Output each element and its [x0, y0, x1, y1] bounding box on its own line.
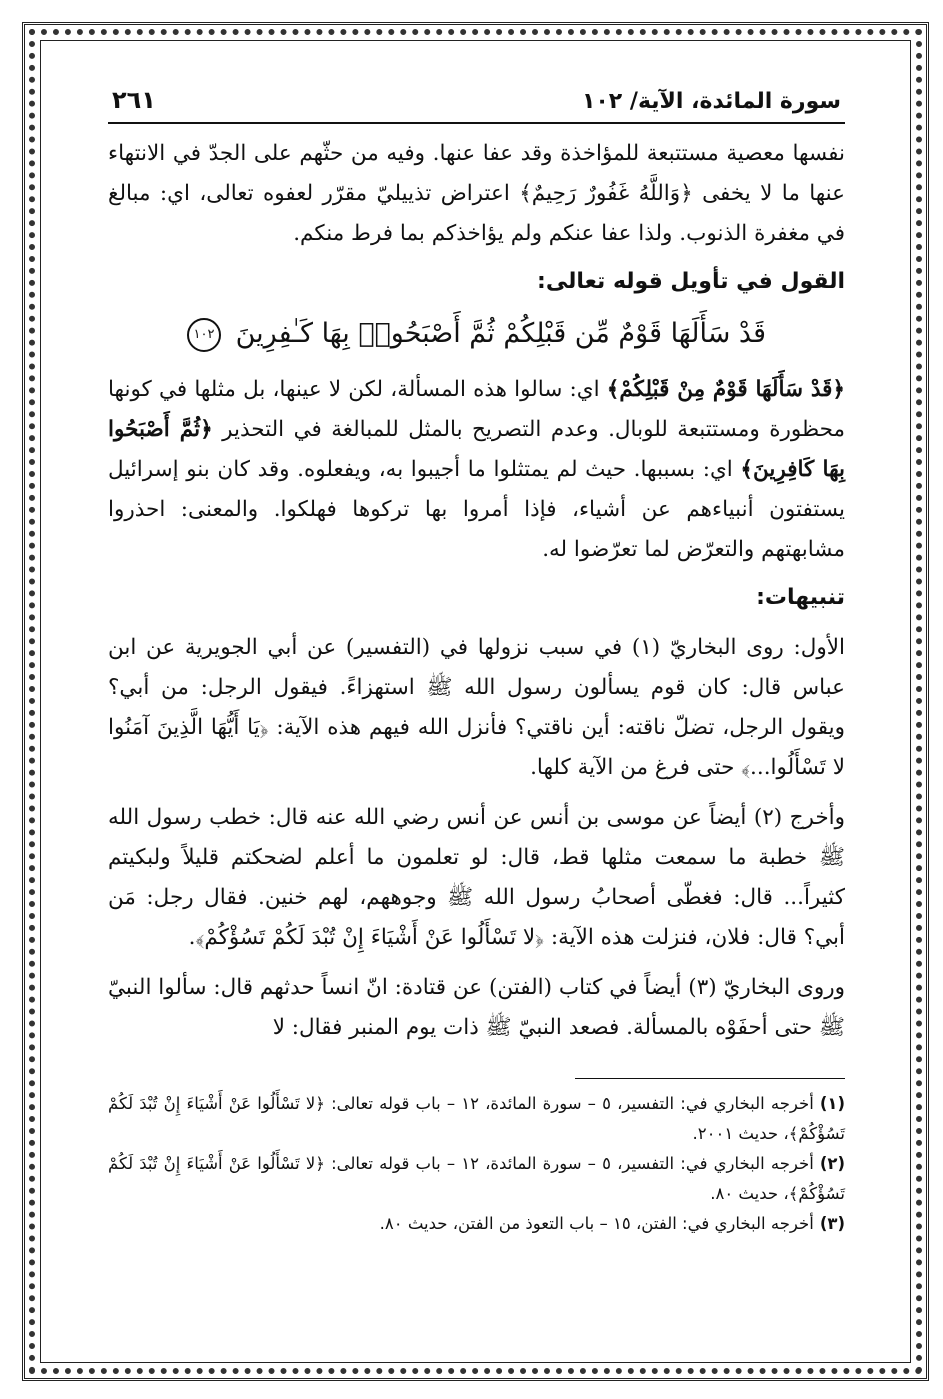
footnote-number: (١) [819, 1094, 845, 1113]
page-content [108, 86, 845, 1239]
footnote [108, 1089, 845, 1149]
quoted-phrase: ﴿قَدْ سَأَلَهَا قَوْمٌ مِنْ قَبْلِكُمْ﴾ [606, 377, 845, 402]
quran-verse [108, 306, 845, 362]
opening-paragraph: نفسها معصية مستتبعة للمؤاخذة وقد عفا عنها. وفيه من حثّهم على الجدّ في الانتهاء عنها ما لا يخفى ﴿وَاللَّهُ غَفُورٌ رَحِيمٌ﴾ اعتراض تذييليّ مقرّر لعفوه تعالى، اي: مبالغ في مغفرة الذنوب. ولذا عفا عنكم ولم يؤاخذكم بما فرط منكم. [108, 141, 845, 246]
footnote-text: أخرجه البخاري في: التفسير، ٥ – سورة المائدة، ١٢ – باب قوله تعالى: ﴿لا تَسْأَلُوا عَنْ أَشْيَاءَ إِنْ تُبْدَ لَكُمْ تَسُؤْكُمْ﴾، حديث ٨٠. [108, 1154, 845, 1203]
verse-text: قَدْ سَأَلَهَا قَوْمٌ مِّن قَبْلِكُمْ ثُمَّ أَصْبَحُوا۟ بِهَا كَـٰفِرِينَ [235, 318, 766, 349]
footnote-number: (٣) [819, 1214, 845, 1233]
tafsir-text: اي: بسببها. حيث لم يمتثلوا ما أجيبوا به، ويفعلوه. وقد كان بنو إسرائيل يستفتون أنبياءهم عن أشياء، فإذا أمروا بها تركوها فهلكوا. والمعنى: احذروا مشابهتهم والتعرّض لما تعرّضوا له. [108, 457, 845, 562]
section-heading: القول في تأويل قوله تعالى: [537, 269, 845, 294]
note-paragraph: وأخرج (٢) أيضاً عن موسى بن أنس عن أنس رضي الله عنه قال: خطب رسول الله ﷺ خطبة ما سمعت مثلها قط، قال: لو تعلمون ما أعلم لضحكتم قليلاً ولبكيتم كثيراً... قال: فغطّى أصحابُ رسول الله ﷺ وجوههم، لهم خنين. فقال رجل: مَن أبي؟ قال: فلان، فنزلت هذه الآية: ﴿لا تَسْأَلُوا عَنْ أَشْيَاءَ إِنْ تُبْدَ لَكُمْ تَسُؤْكُمْ﴾. [108, 805, 845, 950]
footnote-text: أخرجه البخاري في: الفتن، ١٥ – باب التعوذ من الفتن، حديث ٨٠. [379, 1214, 814, 1233]
footnote-text: أخرجه البخاري في: التفسير، ٥ – سورة المائدة، ١٢ – باب قوله تعالى: ﴿لا تَسْأَلُوا عَنْ أَشْيَاءَ إِنْ تُبْدَ لَكُمْ تَسُؤْكُمْ﴾، حديث ٢٠٠١. [108, 1094, 845, 1143]
ayah-number-marker: ١٠٢ [187, 318, 221, 352]
tafsir-text: اي: سالوا هذه المسألة، لكن لا عينها، بل مثلها في كونها محظورة ومستتبعة للوبال. وعدم التصريح بالمثل للمبالغة في التحذير [108, 377, 845, 442]
footnote-number: (٢) [819, 1154, 845, 1173]
footnote [108, 1149, 845, 1209]
footnote-separator [575, 1078, 845, 1079]
page-number: ٢٦١ [112, 86, 156, 114]
footnote [108, 1209, 845, 1239]
quoted-phrase: ﴿ثُمَّ أَصْبَحُوا بِهَا كَافِرِينَ﴾ [108, 417, 845, 482]
header-title: سورة المائدة، الآية/ ١٠٢ [581, 89, 841, 114]
note-paragraph: وروى البخاريّ (٣) أيضاً في كتاب (الفتن) عن قتادة: انّ انساً حدثهم قال: سألوا النبيّ ﷺ حتى أحفَوْه بالمسألة. فصعد النبيّ ﷺ ذات يوم المنبر فقال: لا [108, 975, 845, 1040]
tafsir-paragraph [108, 370, 845, 570]
note-paragraph: الأول: روى البخاريّ (١) في سبب نزولها في (التفسير) عن أبي الجويرية عن ابن عباس قال: كان قوم يسألون رسول الله ﷺ استهزاءً. فيقول الرجل: من أبي؟ ويقول الرجل، تضلّ ناقته: أين ناقتي؟ فأنزل الله فيهم هذه الآية: ﴿يَا أَيُّهَا الَّذِينَ آمَنُوا لا تَسْأَلُوا...﴾ حتى فرغ من الآية كلها. [108, 635, 845, 780]
notes-heading: تنبيهات: [756, 585, 845, 610]
running-header [108, 86, 845, 124]
